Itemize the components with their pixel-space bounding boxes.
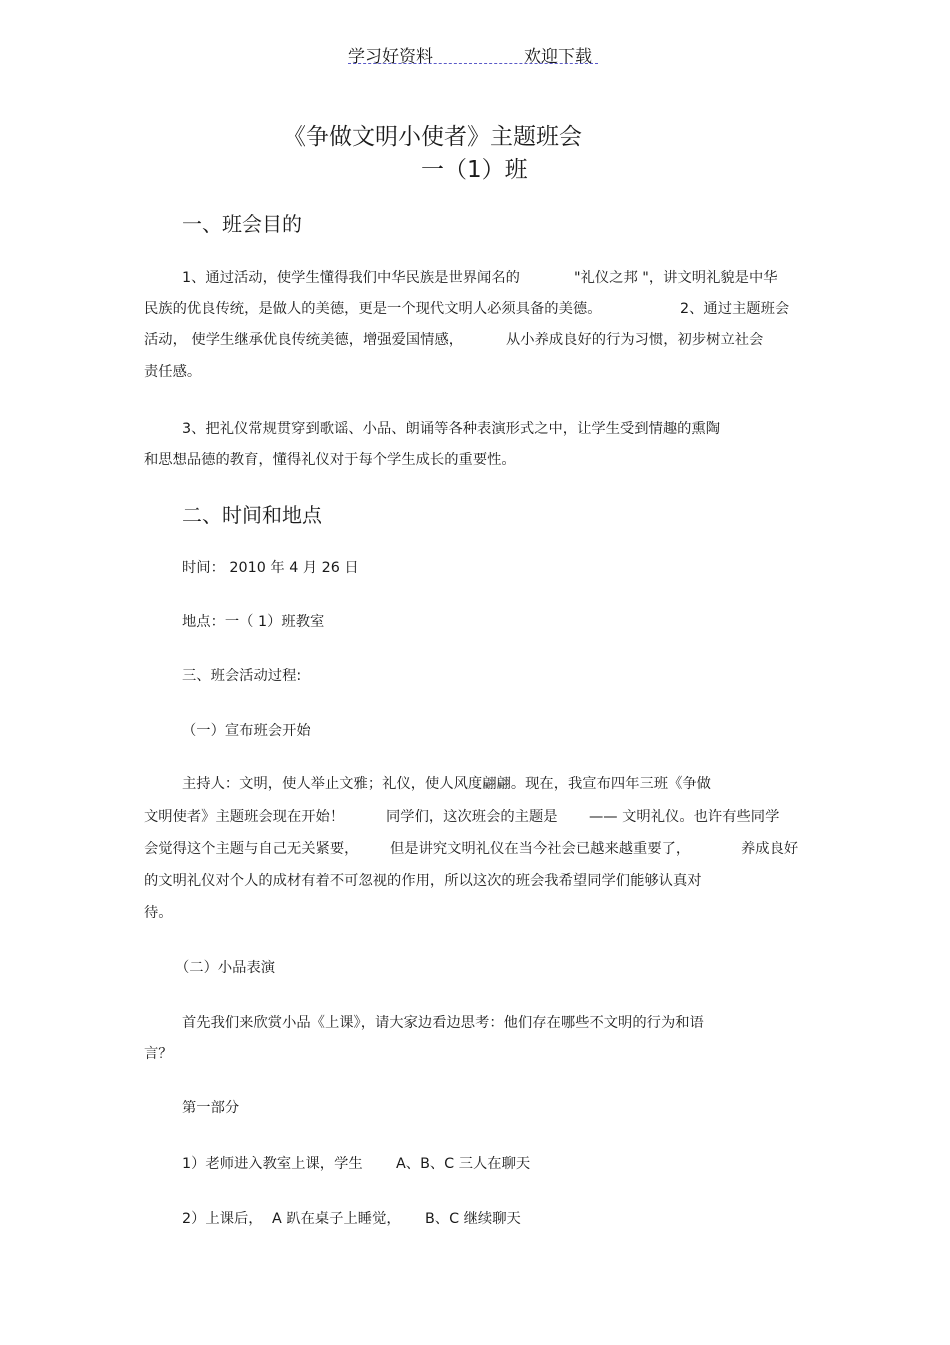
- section1-heading: 一、班会目的: [182, 212, 302, 236]
- header-left-text: 学习好资料: [348, 47, 433, 67]
- purpose-p2-line-1: 3、把礼仪常规贯穿到歌谣、小品、朗诵等各种表演形式之中，让学生受到情趣的熏陶: [182, 421, 721, 437]
- host-line-3a: 会觉得这个主题与自己无关紧要，: [144, 841, 359, 857]
- header-dashed-rule: [348, 63, 598, 64]
- purpose-line-1b: "礼仪之邦 "，讲文明礼貌是中华: [574, 270, 778, 286]
- skit-item-2c: B、C 继续聊天: [425, 1211, 521, 1227]
- purpose-line-3a: 活动， 使学生继承优良传统美德，增强爱国情感，: [144, 332, 464, 348]
- host-line-3c: 养成良好: [741, 841, 799, 857]
- host-line-2c: —— 文明礼仪。也许有些同学: [589, 809, 780, 825]
- skit-item-1a: 1）老师进入教室上课，学生: [182, 1156, 363, 1172]
- subsection-2-heading: （二）小品表演: [175, 960, 276, 976]
- host-line-5: 待。: [144, 905, 173, 921]
- part-one-heading: 第一部分: [182, 1100, 240, 1116]
- purpose-line-1a: 1、通过活动，使学生懂得我们中华民族是世界闻名的: [182, 270, 520, 286]
- host-line-2a: 文明使者》主题班会现在开始！: [144, 809, 345, 825]
- host-line-2b: 同学们，这次班会的主题是: [386, 809, 558, 825]
- place-text: 地点：一（ 1）班教室: [182, 614, 325, 630]
- subsection-1-heading: （一）宣布班会开始: [182, 723, 311, 739]
- document-subtitle: 一（1）班: [421, 157, 528, 183]
- host-line-1: 主持人：文明，使人举止文雅；礼仪，使人风度翩翩。现在，我宣布四年三班《争做: [182, 776, 711, 792]
- purpose-line-3b: 从小养成良好的行为习惯，初步树立社会: [506, 332, 764, 348]
- skit-intro-line-1: 首先我们来欣赏小品《上课》，请大家边看边思考：他们存在哪些不文明的行为和语: [182, 1015, 704, 1031]
- skit-item-2a: 2）上课后，: [182, 1211, 263, 1227]
- purpose-line-2a: 民族的优良传统，是做人的美德，更是一个现代文明人必须具备的美德。: [144, 301, 602, 317]
- header-right-text: 欢迎下载: [524, 47, 592, 67]
- purpose-line-2b: 2、通过主题班会: [680, 301, 790, 317]
- skit-item-1b: A、B、C 三人在聊天: [396, 1156, 531, 1172]
- time-text: 时间： 2010 年 4 月 26 日: [182, 560, 359, 576]
- purpose-p2-line-2: 和思想品德的教育，懂得礼仪对于每个学生成长的重要性。: [144, 452, 516, 468]
- purpose-line-4: 责任感。: [144, 364, 202, 380]
- host-line-3b: 但是讲究文明礼仪在当今社会已越来越重要了，: [390, 841, 691, 857]
- document-title: 《争做文明小使者》主题班会: [283, 124, 582, 150]
- section3-heading: 三、班会活动过程:: [182, 668, 302, 684]
- skit-item-2b: A 趴在桌子上睡觉，: [272, 1211, 401, 1227]
- host-line-4: 的文明礼仪对个人的成材有着不可忽视的作用，所以这次的班会我希望同学们能够认真对: [144, 873, 702, 889]
- section2-heading: 二、时间和地点: [182, 503, 322, 527]
- skit-intro-line-2: 言？: [144, 1046, 173, 1062]
